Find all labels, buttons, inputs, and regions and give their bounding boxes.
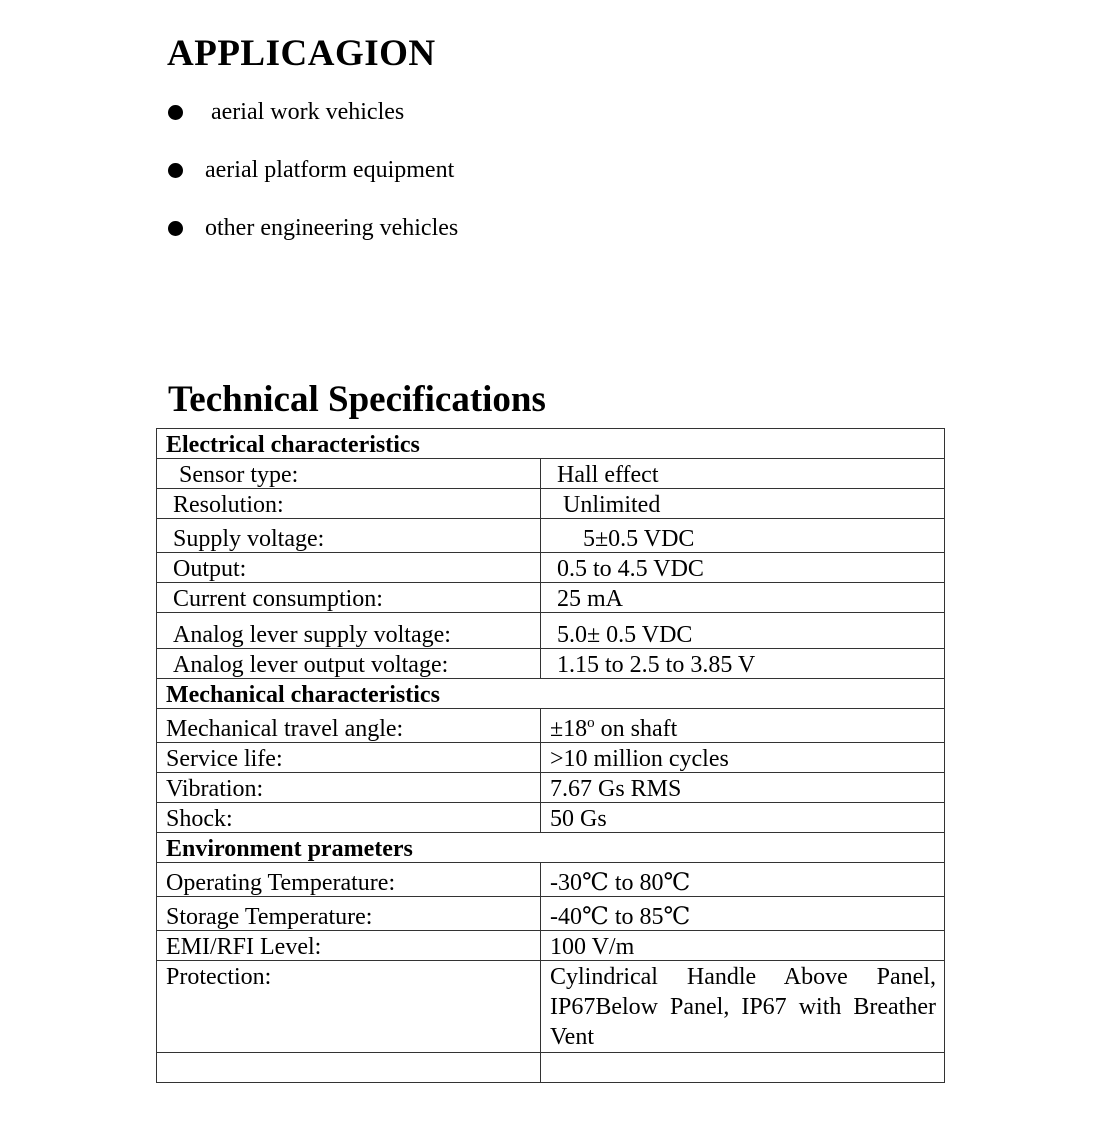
section-row-environment <box>157 833 945 863</box>
table-row <box>157 931 945 961</box>
spec-label: Resolution: <box>157 489 541 519</box>
specifications-table <box>156 428 945 1083</box>
table-row <box>157 613 945 649</box>
spec-label: Protection: <box>157 961 541 1053</box>
spec-label: EMI/RFI Level: <box>157 931 541 961</box>
empty-cell <box>157 1053 541 1083</box>
table-row <box>157 961 945 1053</box>
spec-value: 100 V/m <box>541 931 945 961</box>
bullet-icon <box>168 105 183 120</box>
bullet-icon <box>168 163 183 178</box>
table-row <box>157 709 945 743</box>
list-item-label: aerial platform equipment <box>205 157 455 183</box>
spec-label: Shock: <box>157 803 541 833</box>
table-row <box>157 553 945 583</box>
table-row-empty <box>157 1053 945 1083</box>
spec-label: Supply voltage: <box>157 519 541 553</box>
spec-value: Hall effect <box>541 459 945 489</box>
table-row <box>157 743 945 773</box>
list-item-label: aerial work vehicles <box>211 99 405 125</box>
spec-value-main: ±18 <box>550 716 588 742</box>
table-row <box>157 803 945 833</box>
table-row <box>157 519 945 553</box>
spec-value: -30℃ to 80℃ <box>541 863 945 897</box>
spec-value: 1.15 to 2.5 to 3.85 V <box>541 649 945 679</box>
table-row <box>157 897 945 931</box>
specifications-title: Technical Specifications <box>168 379 546 420</box>
spec-label: Analog lever supply voltage: <box>157 613 541 649</box>
spec-value: Cylindrical Handle Above Panel, IP67Below Panel, IP67 with Breather Vent <box>541 961 945 1053</box>
empty-cell <box>541 1053 945 1083</box>
spec-label: Vibration: <box>157 773 541 803</box>
table-row <box>157 583 945 613</box>
spec-label: Operating Temperature: <box>157 863 541 897</box>
table-row <box>157 863 945 897</box>
spec-value: 50 Gs <box>541 803 945 833</box>
table-row <box>157 459 945 489</box>
spec-value: 25 mA <box>541 583 945 613</box>
spec-label: Current consumption: <box>157 583 541 613</box>
spec-label: Storage Temperature: <box>157 897 541 931</box>
table-row <box>157 489 945 519</box>
degree-superscript: o <box>587 715 595 731</box>
spec-value: 0.5 to 4.5 VDC <box>541 553 945 583</box>
table-row <box>157 649 945 679</box>
spec-label: Analog lever output voltage: <box>157 649 541 679</box>
spec-label: Mechanical travel angle: <box>157 709 541 743</box>
section-row-electrical <box>157 429 945 459</box>
spec-value: >10 million cycles <box>541 743 945 773</box>
spec-value: -40℃ to 85℃ <box>541 897 945 931</box>
bullet-icon <box>168 221 183 236</box>
table-row <box>157 773 945 803</box>
spec-value: Unlimited <box>541 489 945 519</box>
spec-value: 5±0.5 VDC <box>541 519 945 553</box>
list-item-label: other engineering vehicles <box>205 215 459 241</box>
section-row-mechanical <box>157 679 945 709</box>
section-heading: Mechanical characteristics <box>157 679 945 709</box>
spec-label: Output: <box>157 553 541 583</box>
spec-value: 5.0± 0.5 VDC <box>541 613 945 649</box>
spec-value <box>541 709 945 743</box>
spec-label: Service life: <box>157 743 541 773</box>
spec-value: 7.67 Gs RMS <box>541 773 945 803</box>
spec-value-suffix: on shaft <box>594 716 678 742</box>
spec-label: Sensor type: <box>157 459 541 489</box>
section-heading: Electrical characteristics <box>157 429 945 459</box>
application-title: APPLICAGION <box>167 33 436 74</box>
section-heading: Environment prameters <box>157 833 945 863</box>
